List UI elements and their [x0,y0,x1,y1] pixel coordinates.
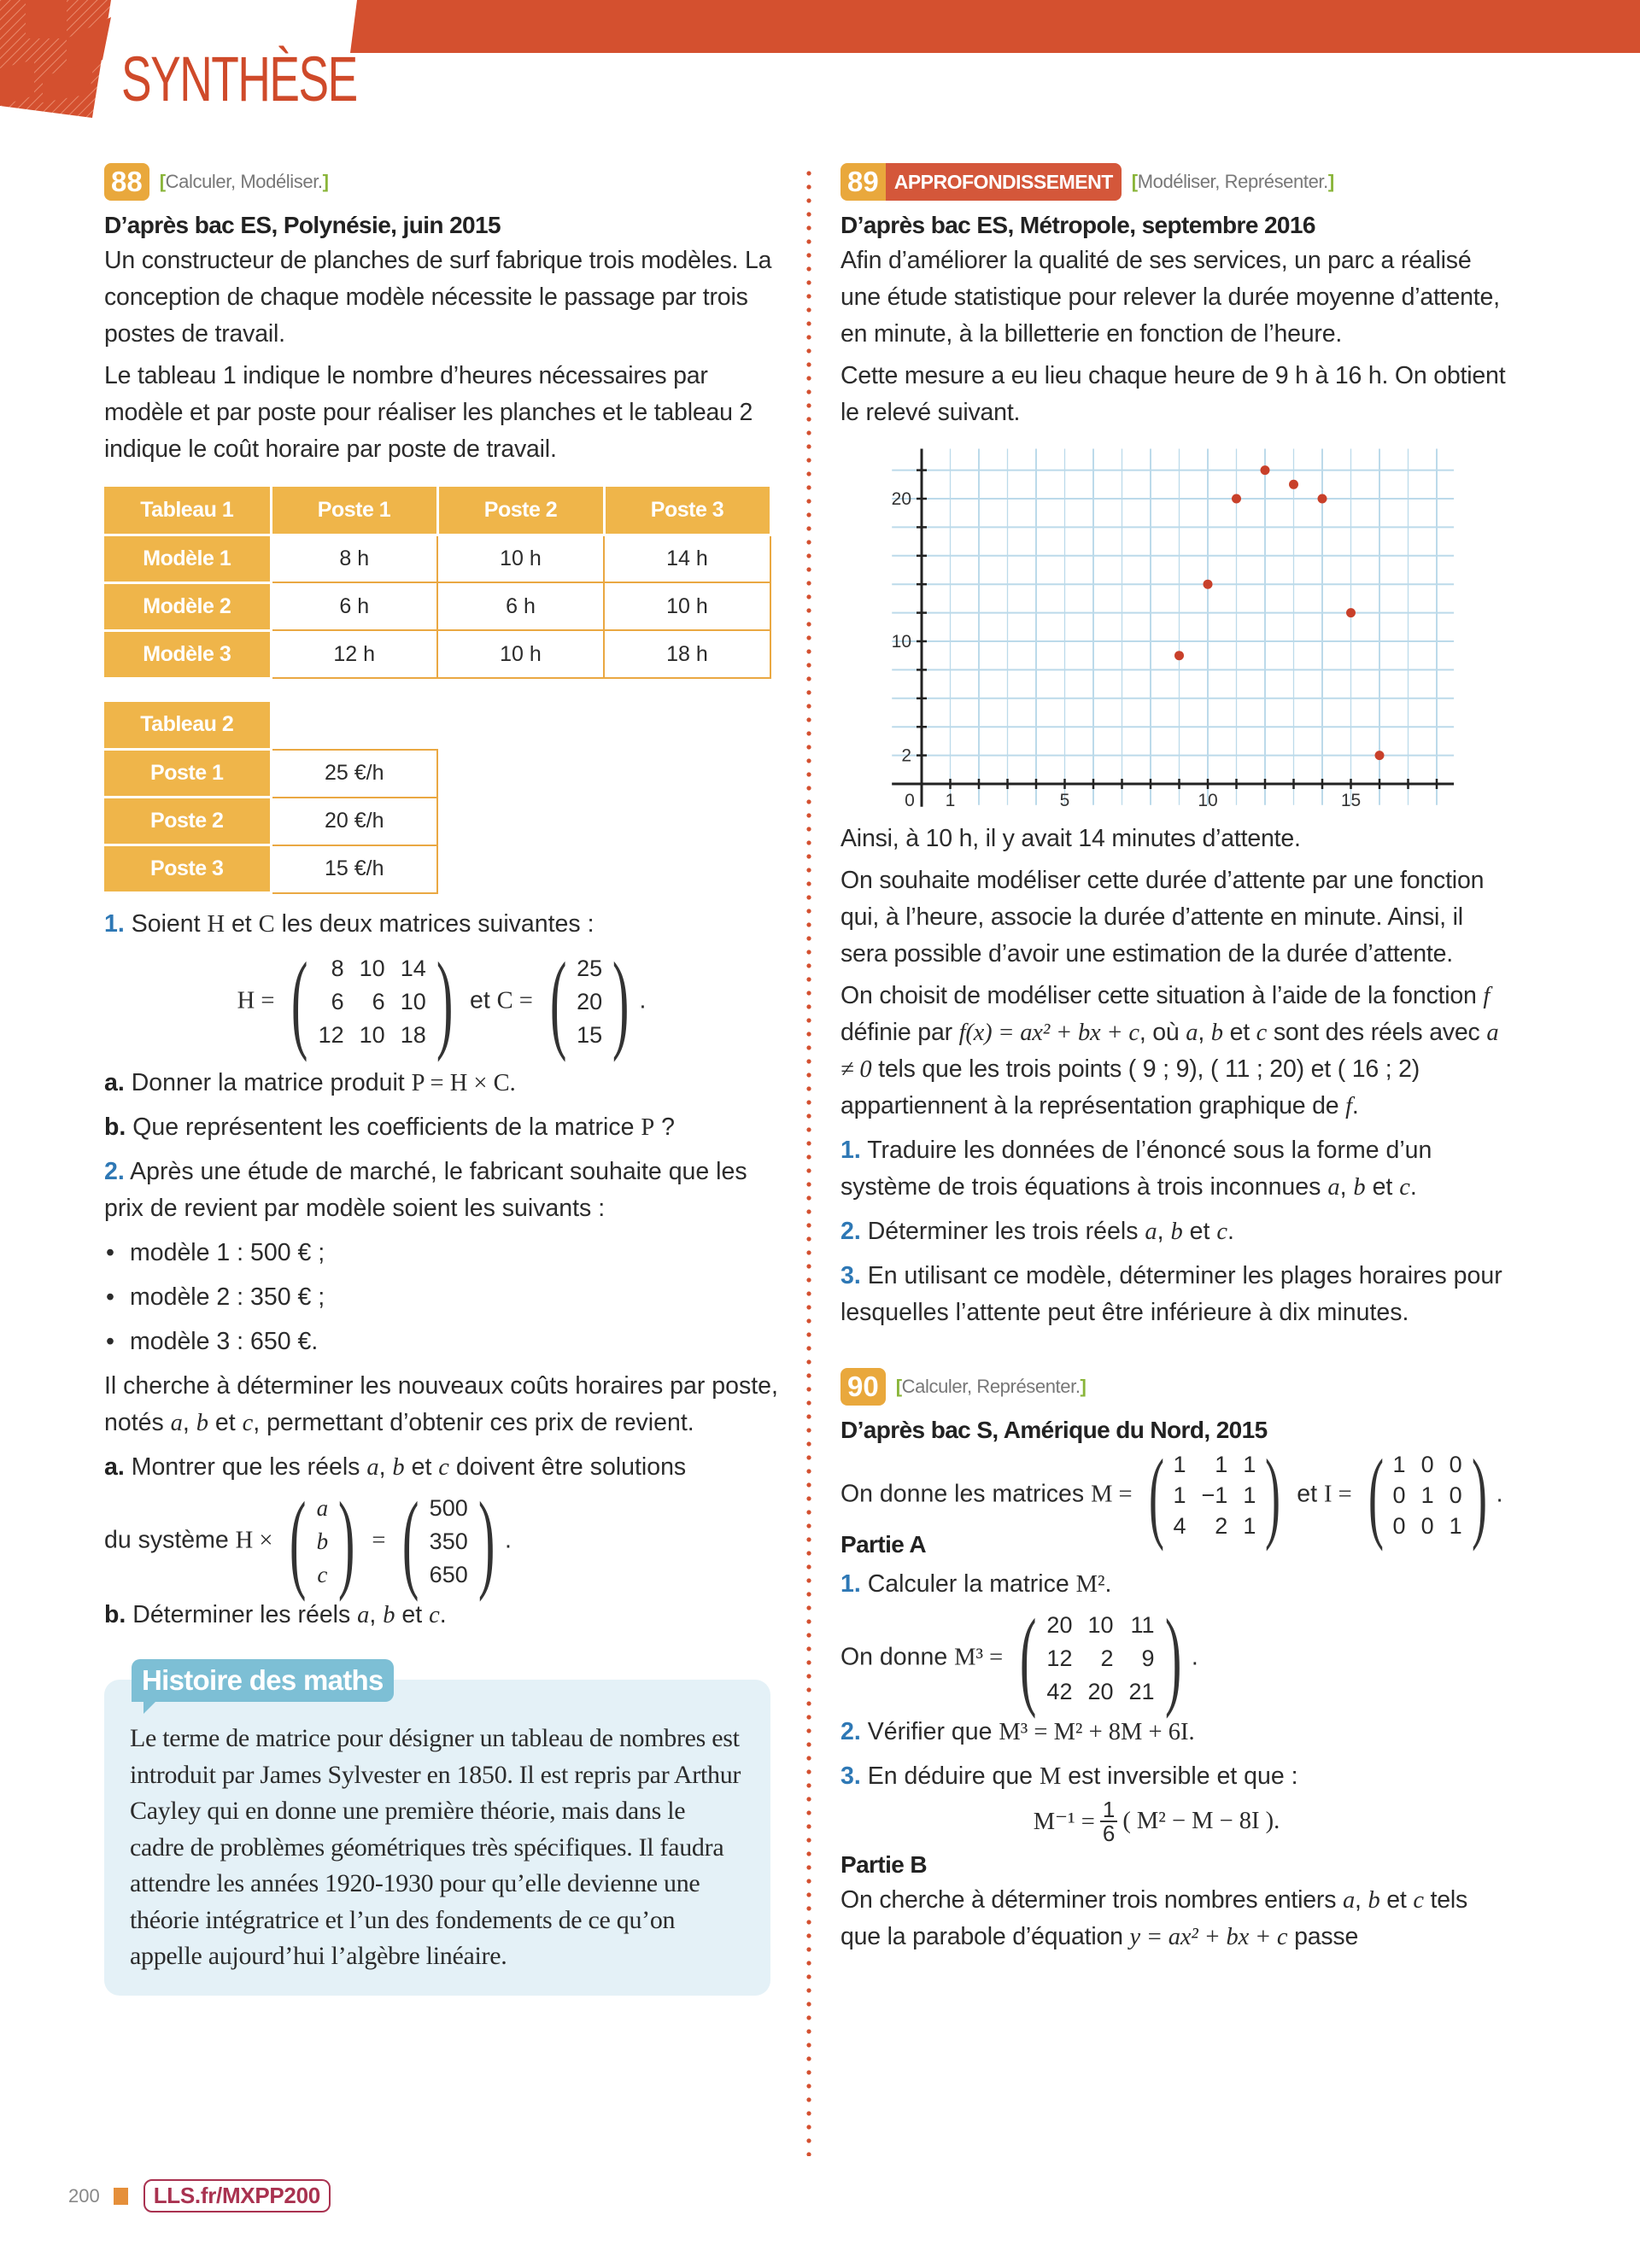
matrix-entry: 11 [1130,1611,1155,1638]
row-label: Modèle 1 [104,535,271,582]
matrix-C: ( 25 20 15 ) [549,940,630,1063]
matrix-entry: 6 [331,988,344,1014]
exercise-90 [840,1367,1507,1955]
question-2: 2. Déterminer les trois réels a, b et c. [840,1218,1234,1245]
histoire-title: Histoire des maths [132,1659,394,1702]
table-row [104,798,437,845]
exercise-89 [840,162,1507,1955]
matrix-entry: 10 [400,988,426,1014]
table-cell: 10 h [437,630,604,678]
table-cell: 10 h [604,582,770,630]
question-1: 1. Soient H et C les deux matrices suivantes : [104,910,594,938]
exercise-number-badge: 89 [840,163,886,201]
matrix-entry: 20 [577,988,603,1014]
partie-b-heading: Partie B [840,1851,928,1878]
table-header-cell: Tableau 1 [104,487,271,535]
matrix-entry: 10 [359,955,385,981]
row-label: Poste 2 [104,798,271,845]
matrix-entry: 0 [1420,1452,1434,1477]
svg-text:5: 5 [1059,791,1070,810]
question-A1: 1. Calculer la matrice M². [840,1570,1112,1598]
svg-text:1: 1 [945,791,956,810]
scatter-plot [840,447,1456,814]
system-equation: du système H × ( a b c ) = ( 500 350 650 ) . [104,1480,512,1603]
question-1: 1. Traduire les données de l’énoncé sous la forme d’un système de trois équations à trois inconnues a, b et c. [840,1137,1432,1201]
page-footer [68,2179,331,2212]
exercise-header [840,162,1507,202]
question-3: 3. En utilisant ce modèle, déterminer les plages horaires pour lesquelles l’attente peut être inférieure à dix minutes. [840,1262,1502,1326]
intro-paragraph: Afin d’améliorer la qualité de ses services, un parc a réalisé une étude statistique pour relever la durée moyenne d’attente, en minute, à la billetterie en fonction de l’heure. [840,247,1500,348]
svg-text:2: 2 [901,745,911,766]
table-row [104,630,770,678]
matrix-entry: 0 [1392,1513,1406,1539]
page-number: 200 [68,2184,100,2207]
row-label: Poste 3 [104,845,271,893]
row-label: Modèle 3 [104,630,271,678]
matrix-entry: 18 [400,1021,426,1048]
partie-a-heading: Partie A [840,1531,926,1558]
matrix-entry: 1 [1243,1482,1256,1508]
table-header-cell: Tableau 2 [104,702,271,750]
model-paragraph: On choisit de modéliser cette situation à l’aide de la fonction f définie par f(x) = ax² + bx + c, où a, b et c sont des réels avec a ≠ 0 tels que les trois points ( 9 ; 9), ( 11 ; 20) et ( 16 ; 2) appartiennent à la représentation graphique de f. [840,982,1499,1119]
fraction-one-sixth: $\frac{1}{6}$ [1100,1798,1117,1844]
matrix-entry: 20 [1087,1678,1114,1704]
skills-tag: [Calculer, Représenter.] [895,1376,1086,1397]
svg-text:20: 20 [891,489,911,509]
partie-b-text: On cherche à déterminer trois nombres entiers a, b et c tels que la parabole d’équation y = ax² + bx + c passe [840,1886,1468,1950]
table-cell: 14 h [604,535,770,582]
matrix-entry: 650 [429,1561,468,1587]
vector-abc: ( a b c ) [290,1480,355,1603]
inverse-formula: M⁻¹ = $\frac{1}{6}$ ( M² − M − 8I ). [1033,1797,1280,1846]
intro-paragraph: Le tableau 1 indique le nombre d’heures nécessaires par modèle et par poste pour réaliser les planches et le tableau 2 indique le coût horaire par poste de travail. [104,362,753,463]
matrix-entry: 0 [1449,1452,1462,1477]
table-cell: 6 h [437,582,604,630]
question-1b: b. Que représentent les coefficients de la matrice P ? [104,1114,676,1141]
question-A3: 3. En déduire que M est inversible et que : [840,1762,1298,1790]
table-header-row [104,702,437,750]
lls-link[interactable]: LLS.fr/MXPP200 [144,2179,331,2212]
question-2-paragraph: Il cherche à déterminer les nouveaux coûts horaires par poste, notés a, b et c, permettant d’obtenir ces prix de revient. [104,1372,778,1436]
table-header-cell: Poste 3 [604,487,770,535]
matrix-entry: 42 [1046,1678,1073,1704]
histoire-text: Le terme de matrice pour désigner un tableau de nombres est introduit par James Sylvester en 1850. Il est repris par Arthur Cayley qui en donne une première théorie, mais dans le cadre de problèmes géométriques très spécifiques. Il faudra attendre les années 1920-1930 pour qu’elle devienne une théorie intégratrice et l’un des fondements de ce qu’on appelle aujourd’hui l’algèbre linéaire. [130,1724,741,1970]
intro-paragraph: Un constructeur de planches de surf fabrique trois modèles. La conception de chaque modèle nécessite le passage par trois postes de travail. [104,247,772,348]
table-row [104,582,770,630]
exercise-88 [104,162,779,1996]
row-label: Poste 1 [104,750,271,798]
table-header-cell: Poste 2 [437,487,604,535]
matrix-entry: 350 [429,1528,468,1554]
list-item: • modèle 2 : 350 € ; [104,1279,779,1316]
matrix-entry: 500 [429,1494,468,1521]
question-2b: b. Déterminer les réels a, b et c. [104,1601,447,1628]
table-2 [104,702,438,895]
matrix-entry: −1 [1201,1482,1228,1508]
matrix-entry: 12 [1046,1645,1073,1671]
matrix-entry: 1 [1173,1452,1186,1477]
matrix-entry: 20 [1046,1611,1073,1638]
table-row [104,845,437,893]
matrix-entry: 1 [1449,1513,1462,1539]
matrix-entry: 21 [1128,1678,1155,1704]
svg-text:10: 10 [891,632,911,652]
matrix-entry: 2 [1100,1645,1114,1671]
matrix-entry: 15 [577,1021,603,1048]
exercise-number-badge: 90 [840,1368,886,1406]
matrix-I: ( 1 0 0 0 1 0 0 0 1 ) [1368,1438,1487,1552]
matrix-entry: 0 [1392,1482,1406,1508]
exercise-source: D’après bac ES, Polynésie, juin 2015 [104,212,501,238]
list-item: • modèle 1 : 500 € ; [104,1235,779,1271]
skills-tag: [Calculer, Modéliser.] [159,171,329,192]
exercise-source: D’après bac ES, Métropole, septembre 2016 [840,212,1315,238]
matrix-entry: 1 [1243,1513,1256,1539]
vector-rhs: ( 500 350 650 ) [402,1480,495,1603]
matrix-entry: 10 [359,1021,385,1048]
skills-tag: [Modéliser, Représenter.] [1131,171,1334,192]
table-cell: 12 h [271,630,437,678]
matrix-entry: 1 [1392,1452,1406,1477]
page-title: SYNTHÈSE [121,44,357,114]
matrix-entry: 10 [1087,1611,1114,1638]
waiting-time-scatter-chart [840,447,1456,814]
matrix-entry: 6 [372,988,385,1014]
row-label: Modèle 2 [104,582,271,630]
table-row [104,535,770,582]
table-header-row [104,487,770,535]
matrix-M: ( 1 1 1 1 −1 1 4 2 1 ) [1148,1438,1281,1552]
matrix-entry: 8 [331,955,344,981]
matrix-entry: 12 [318,1021,344,1048]
matrices-H-C: H = ( 8 10 14 6 6 10 12 10 18 ) et C = ( 25 20 15 ) . [237,940,647,1063]
exercise-header [840,1367,1507,1406]
matrix-entry: 2 [1215,1513,1228,1539]
matrix-H: ( 8 10 14 6 6 10 12 10 18 ) [291,940,454,1063]
matrix-entry: c [317,1561,328,1587]
exercise-number-badge: 88 [104,163,149,201]
approfondissement-badge: APPROFONDISSEMENT [886,163,1122,201]
table-1 [104,487,772,680]
matrix-entry: 4 [1173,1513,1186,1539]
exercise-header [104,162,779,202]
exercise-source: D’après bac S, Amérique du Nord, 2015 [840,1417,1268,1443]
table-cell: 18 h [604,630,770,678]
svg-text:0: 0 [905,791,915,810]
matrix-entry: 0 [1420,1513,1434,1539]
matrix-entry: 1 [1215,1452,1228,1477]
matrix-entry: 1 [1243,1452,1256,1477]
matrix-M3: ( 20 10 11 12 2 9 42 20 21 ) [1020,1597,1181,1720]
question-A2: 2. Vérifier que M³ = M² + 8M + 6I. [840,1718,1195,1745]
table-cell: 6 h [271,582,437,630]
svg-text:10: 10 [1198,791,1218,810]
given-matrices: On donne les matrices M = ( 1 1 1 1 −1 1 4 2 1 ) et I = ( 1 0 0 0 1 0 0 0 1 ) . [840,1438,1503,1552]
matrix-entry: a [316,1494,329,1521]
question-2a: a. Montrer que les réels a, b et c doivent être solutions [104,1453,687,1481]
matrix-entry: b [316,1528,329,1554]
matrix-entry: 0 [1449,1482,1462,1508]
list-item: • modèle 3 : 650 €. [104,1324,779,1360]
question-2: 2. Après une étude de marché, le fabricant souhaite que les prix de revient par modèle soient les suivants : [104,1158,747,1222]
histoire-des-maths [104,1659,779,1996]
table-cell: 20 €/h [271,798,437,845]
table-row [104,750,437,798]
column-divider [806,167,811,2156]
matrix-entry: 14 [400,955,426,981]
matrix-entry: 1 [1420,1482,1434,1508]
paragraph: Ainsi, à 10 h, il y avait 14 minutes d’attente. [840,825,1301,852]
matrix-entry: 25 [577,955,603,981]
matrix-entry: 1 [1173,1482,1186,1508]
table-cell: 25 €/h [271,750,437,798]
table-cell: 8 h [271,535,437,582]
table-header-cell: Poste 1 [271,487,437,535]
intro-paragraph: Cette mesure a eu lieu chaque heure de 9 h à 16 h. On obtient le relevé suivant. [840,362,1506,426]
matrix-entry: 9 [1141,1645,1155,1671]
question-1a: a. Donner la matrice produit P = H × C. [104,1069,516,1096]
footer-square-icon [114,2188,128,2205]
given-M3: On donne M³ = ( 20 10 11 12 2 9 42 20 21 ) . [840,1597,1198,1720]
table-cell: 15 €/h [271,845,437,893]
header-bar [350,0,1640,53]
paragraph: On souhaite modéliser cette durée d’attente par une fonction qui, à l’heure, associe la durée d’attente en minute. Ainsi, il sera possible d’avoir une estimation de la durée d’attente. [840,867,1485,967]
histoire-box [104,1680,770,1996]
table-cell: 10 h [437,535,604,582]
svg-text:15: 15 [1340,791,1362,810]
